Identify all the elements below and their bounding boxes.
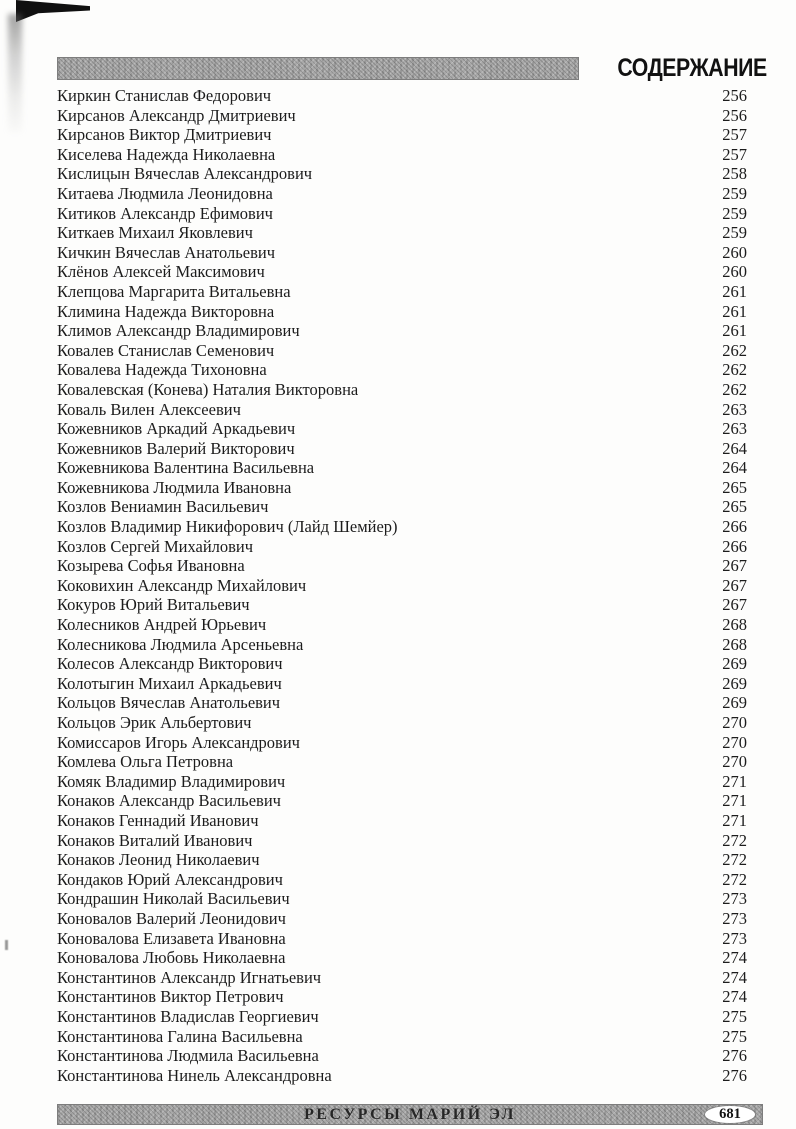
toc-entry-page: 274 bbox=[722, 948, 747, 968]
toc-entry bbox=[57, 615, 747, 635]
toc-entry-page: 274 bbox=[722, 987, 747, 1007]
toc-entry-name: Комяк Владимир Владимирович bbox=[57, 771, 286, 791]
toc-entry-page: 267 bbox=[722, 575, 747, 595]
toc-entry-name: Киркин Станислав Федорович bbox=[57, 86, 272, 105]
toc-entry-name: Китаева Людмила Леонидовна bbox=[57, 183, 273, 203]
toc-entry-page: 265 bbox=[722, 477, 747, 497]
toc-entry-name: Константинов Виктор Петрович bbox=[57, 987, 284, 1007]
toc-entry bbox=[57, 556, 747, 576]
toc-list bbox=[57, 86, 747, 1085]
toc-entry-page: 259 bbox=[722, 223, 747, 243]
toc-entry-page: 267 bbox=[722, 595, 747, 615]
scan-edge-smudge bbox=[8, 14, 22, 132]
toc-entry-page: 269 bbox=[722, 654, 747, 674]
toc-entry-page: 259 bbox=[722, 203, 747, 223]
toc-entry bbox=[57, 302, 747, 322]
toc-entry bbox=[57, 400, 747, 420]
toc-entry-name: Колесов Александр Викторович bbox=[57, 654, 283, 674]
toc-entry-name: Кирсанов Виктор Дмитриевич bbox=[57, 125, 272, 145]
toc-entry bbox=[57, 1007, 747, 1027]
toc-entry-page: 276 bbox=[722, 1065, 747, 1085]
toc-entry-name: Козлов Сергей Михайлович bbox=[57, 536, 254, 556]
toc-entry-name: Кожевников Аркадий Аркадьевич bbox=[57, 419, 296, 439]
toc-entry bbox=[57, 106, 747, 126]
toc-entry bbox=[57, 458, 747, 478]
toc-entry-page: 261 bbox=[722, 321, 747, 341]
toc-entry-page: 261 bbox=[722, 281, 747, 301]
toc-entry bbox=[57, 262, 747, 282]
toc-entry-page: 256 bbox=[722, 105, 747, 125]
toc-entry-name: Кольцов Вячеслав Анатольевич bbox=[57, 693, 281, 713]
toc-entry-name: Климов Александр Владимирович bbox=[57, 321, 300, 341]
toc-entry-page: 273 bbox=[722, 889, 747, 909]
toc-entry-name: Константинова Нинель Александровна bbox=[57, 1065, 332, 1085]
toc-entry bbox=[57, 576, 747, 596]
toc-entry bbox=[57, 478, 747, 498]
toc-entry-page: 272 bbox=[722, 830, 747, 850]
toc-entry-name: Кольцов Эрик Альбертович bbox=[57, 713, 252, 732]
header-decorative-bar bbox=[57, 57, 579, 80]
toc-entry-name: Кожевников Валерий Викторович bbox=[57, 438, 295, 458]
toc-entry bbox=[57, 243, 747, 263]
toc-entry-name: Кондаков Юрий Александрович bbox=[57, 869, 283, 889]
toc-entry bbox=[57, 713, 747, 733]
toc-entry-page: 256 bbox=[722, 86, 747, 105]
toc-entry-name: Кичкин Вячеслав Анатольевич bbox=[57, 242, 276, 262]
toc-entry bbox=[57, 929, 747, 949]
footer-title: РЕСУРСЫ МАРИЙ ЭЛ bbox=[304, 1105, 516, 1123]
page-number-badge: 681 bbox=[705, 1106, 755, 1123]
toc-entry-page: 276 bbox=[722, 1046, 747, 1066]
toc-entry-name: Коковихин Александр Михайлович bbox=[57, 575, 307, 595]
toc-entry-page: 270 bbox=[722, 732, 747, 752]
toc-entry bbox=[57, 752, 747, 772]
toc-entry-name: Комлева Ольга Петровна bbox=[57, 752, 234, 772]
toc-entry-page: 270 bbox=[722, 713, 747, 732]
toc-entry-page: 258 bbox=[722, 164, 747, 184]
toc-entry bbox=[57, 86, 747, 106]
toc-entry-name: Конаков Виталий Иванович bbox=[57, 830, 253, 850]
toc-entry-name: Климина Надежда Викторовна bbox=[57, 301, 275, 321]
toc-entry bbox=[57, 1027, 747, 1047]
toc-entry-name: Коновалов Валерий Леонидович bbox=[57, 908, 286, 928]
toc-entry bbox=[57, 595, 747, 615]
toc-entry bbox=[57, 870, 747, 890]
toc-entry-page: 272 bbox=[722, 850, 747, 870]
page-header bbox=[57, 53, 767, 82]
toc-entry bbox=[57, 517, 747, 537]
toc-entry bbox=[57, 909, 747, 929]
toc-entry-page: 271 bbox=[722, 810, 747, 830]
toc-entry-page: 260 bbox=[722, 242, 747, 262]
toc-entry bbox=[57, 145, 747, 165]
toc-entry bbox=[57, 850, 747, 870]
scan-corner-artifact bbox=[16, 0, 90, 22]
toc-entry-page: 272 bbox=[722, 869, 747, 889]
toc-entry-page: 257 bbox=[722, 144, 747, 164]
toc-entry-page: 273 bbox=[722, 928, 747, 948]
toc-entry-page: 270 bbox=[722, 752, 747, 772]
toc-entry bbox=[57, 674, 747, 694]
toc-entry bbox=[57, 184, 747, 204]
toc-entry bbox=[57, 693, 747, 713]
toc-entry-name: Ковалев Станислав Семенович bbox=[57, 340, 275, 360]
toc-entry-page: 271 bbox=[722, 771, 747, 791]
toc-entry-page: 264 bbox=[722, 458, 747, 478]
toc-entry bbox=[57, 321, 747, 341]
toc-entry-page: 263 bbox=[722, 399, 747, 419]
toc-entry-page: 271 bbox=[722, 791, 747, 811]
toc-entry-page: 262 bbox=[722, 379, 747, 399]
toc-entry bbox=[57, 419, 747, 439]
toc-entry-name: Коновалова Елизавета Ивановна bbox=[57, 928, 286, 948]
toc-entry bbox=[57, 733, 747, 753]
toc-entry bbox=[57, 831, 747, 851]
toc-entry bbox=[57, 380, 747, 400]
toc-entry-page: 263 bbox=[722, 419, 747, 439]
page-title: СОДЕРЖАНИЕ bbox=[617, 53, 767, 82]
toc-entry-page: 267 bbox=[722, 556, 747, 576]
toc-entry-page: 257 bbox=[722, 125, 747, 145]
toc-entry-name: Кокуров Юрий Витальевич bbox=[57, 595, 250, 615]
toc-entry-name: Коновалова Любовь Николаевна bbox=[57, 948, 286, 968]
toc-entry-name: Козлов Вениамин Васильевич bbox=[57, 497, 269, 517]
toc-entry-name: Китиков Александр Ефимович bbox=[57, 203, 273, 223]
toc-entry bbox=[57, 791, 747, 811]
toc-entry-name: Кирсанов Александр Дмитриевич bbox=[57, 105, 296, 125]
toc-entry bbox=[57, 497, 747, 517]
toc-entry-name: Клёнов Алексей Максимович bbox=[57, 262, 265, 282]
toc-entry bbox=[57, 968, 747, 988]
toc-entry-name: Константинов Владислав Георгиевич bbox=[57, 1006, 319, 1026]
toc-entry-name: Конаков Александр Васильевич bbox=[57, 791, 281, 811]
toc-entry-name: Константинова Галина Васильевна bbox=[57, 1026, 303, 1046]
toc-entry bbox=[57, 1046, 747, 1066]
scan-edge-tick bbox=[5, 940, 8, 950]
toc-entry-page: 268 bbox=[722, 634, 747, 654]
toc-entry-name: Клепцова Маргарита Витальевна bbox=[57, 281, 291, 301]
toc-entry bbox=[57, 223, 747, 243]
toc-entry-page: 262 bbox=[722, 360, 747, 380]
toc-entry bbox=[57, 164, 747, 184]
toc-entry-name: Конаков Геннадий Иванович bbox=[57, 810, 259, 830]
toc-entry-name: Колесникова Людмила Арсеньевна bbox=[57, 634, 304, 654]
toc-entry-name: Конаков Леонид Николаевич bbox=[57, 850, 260, 870]
toc-entry-page: 264 bbox=[722, 438, 747, 458]
toc-entry bbox=[57, 811, 747, 831]
toc-entry-page: 259 bbox=[722, 183, 747, 203]
toc-entry-name: Колесников Андрей Юрьевич bbox=[57, 615, 267, 635]
toc-entry-name: Козырева Софья Ивановна bbox=[57, 556, 245, 576]
toc-entry bbox=[57, 889, 747, 909]
toc-entry-name: Константинова Людмила Васильевна bbox=[57, 1046, 319, 1066]
toc-entry bbox=[57, 125, 747, 145]
toc-entry-name: Кожевникова Валентина Васильевна bbox=[57, 458, 315, 478]
toc-entry bbox=[57, 654, 747, 674]
toc-entry-page: 268 bbox=[722, 615, 747, 635]
toc-entry-name: Кондрашин Николай Васильевич bbox=[57, 889, 290, 909]
toc-entry-name: Киткаев Михаил Яковлевич bbox=[57, 223, 253, 243]
toc-entry bbox=[57, 987, 747, 1007]
toc-entry-page: 262 bbox=[722, 340, 747, 360]
toc-entry-name: Ковалева Надежда Тихоновна bbox=[57, 360, 267, 380]
toc-entry-page: 265 bbox=[722, 497, 747, 517]
toc-entry-name: Ковалевская (Конева) Наталия Викторовна bbox=[57, 379, 359, 399]
toc-entry-page: 275 bbox=[722, 1026, 747, 1046]
toc-entry bbox=[57, 635, 747, 655]
toc-entry bbox=[57, 204, 747, 224]
toc-entry bbox=[57, 341, 747, 361]
toc-entry bbox=[57, 1066, 747, 1086]
toc-entry-name: Кислицын Вячеслав Александрович bbox=[57, 164, 313, 184]
toc-entry-name: Колотыгин Михаил Аркадьевич bbox=[57, 673, 282, 693]
toc-entry bbox=[57, 772, 747, 792]
toc-entry-name: Кожевникова Людмила Ивановна bbox=[57, 477, 292, 497]
toc-entry bbox=[57, 439, 747, 459]
toc-entry-name: Комиссаров Игорь Александрович bbox=[57, 732, 300, 752]
toc-entry-name: Киселева Надежда Николаевна bbox=[57, 144, 276, 164]
toc-entry bbox=[57, 948, 747, 968]
toc-entry bbox=[57, 360, 747, 380]
toc-entry-page: 275 bbox=[722, 1006, 747, 1026]
toc-entry-page: 269 bbox=[722, 673, 747, 693]
toc-entry-page: 274 bbox=[722, 967, 747, 987]
toc-entry-page: 266 bbox=[722, 517, 747, 537]
toc-entry-page: 266 bbox=[722, 536, 747, 556]
toc-entry-name: Козлов Владимир Никифорович (Лайд Шемйер) bbox=[57, 517, 398, 537]
toc-entry-page: 260 bbox=[722, 262, 747, 282]
toc-entry-name: Коваль Вилен Алексеевич bbox=[57, 399, 241, 419]
toc-entry bbox=[57, 282, 747, 302]
toc-entry-page: 273 bbox=[722, 908, 747, 928]
toc-entry-page: 269 bbox=[722, 693, 747, 713]
page-footer-bar bbox=[57, 1104, 763, 1125]
toc-entry-name: Константинов Александр Игнатьевич bbox=[57, 967, 322, 987]
toc-entry-page: 261 bbox=[722, 301, 747, 321]
toc-entry bbox=[57, 537, 747, 557]
